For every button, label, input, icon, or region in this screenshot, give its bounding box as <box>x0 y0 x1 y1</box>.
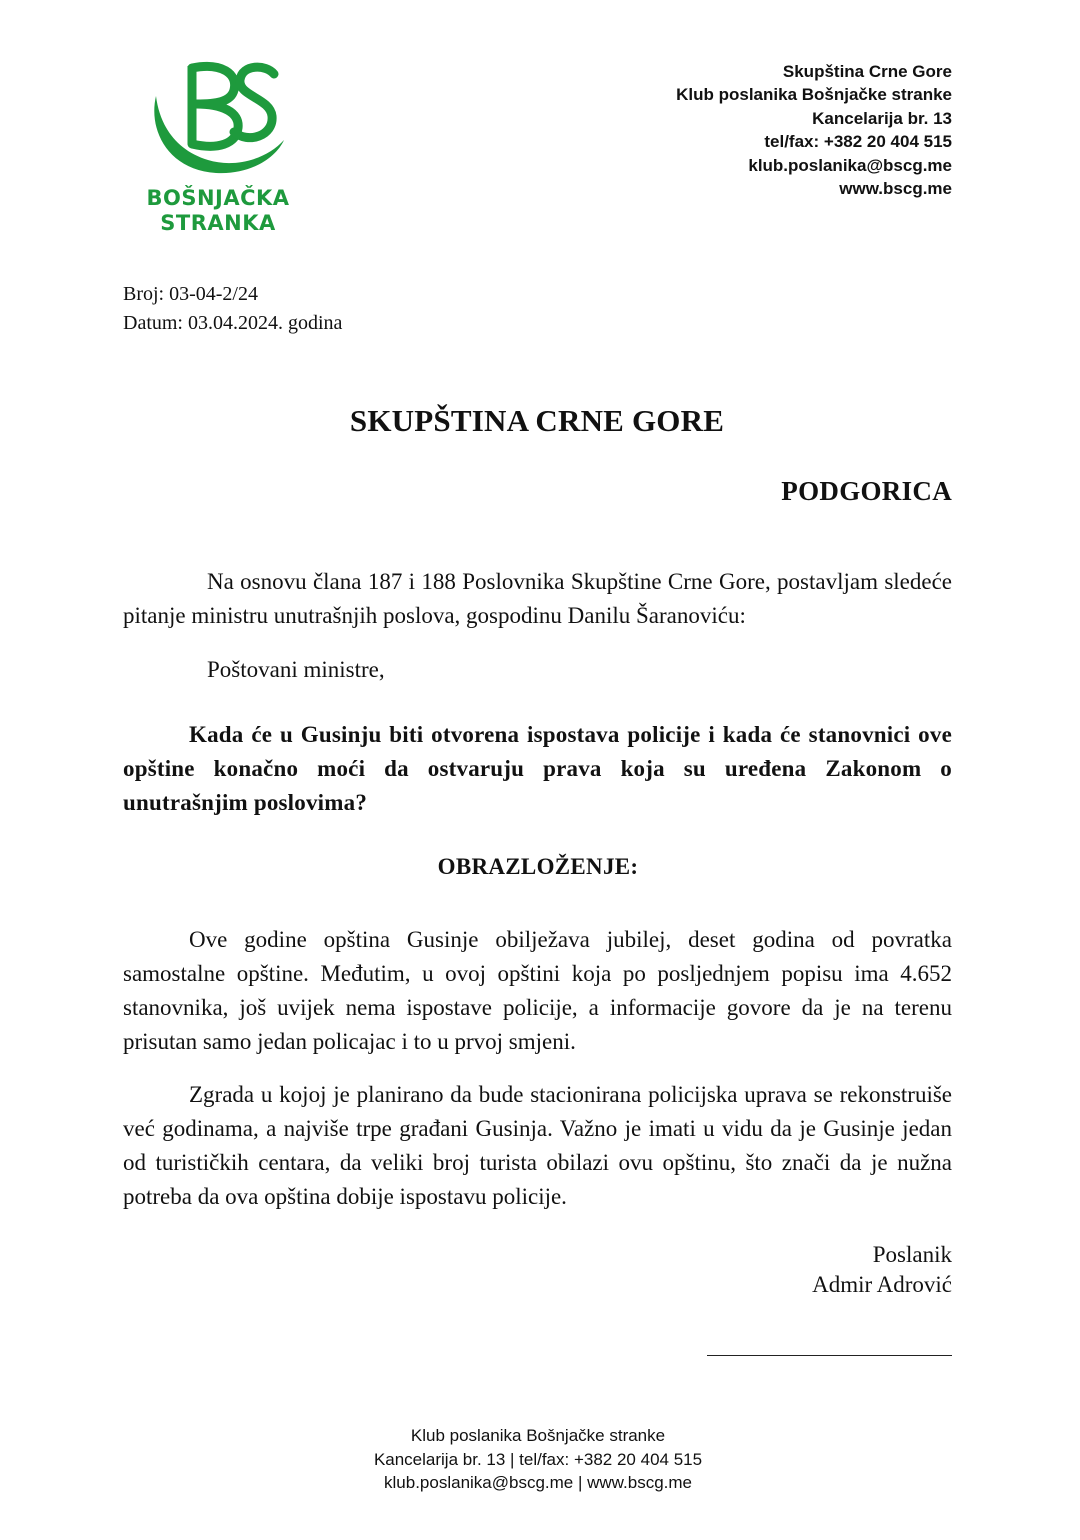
contact-club: Klub poslanika Bošnjačke stranke <box>676 85 952 105</box>
party-logo <box>138 52 298 242</box>
contact-phone: tel/fax: +382 20 404 515 <box>764 132 952 152</box>
contact-office: Kancelarija br. 13 <box>812 108 952 128</box>
footer-email-website: klub.poslanika@bscg.me | www.bscg.me <box>384 1473 692 1492</box>
logo-line-2: STRANKA <box>160 211 276 235</box>
document-number: Broj: 03-04-2/24 <box>123 283 258 305</box>
footer-office-phone: Kancelarija br. 13 | tel/fax: +382 20 404 515 <box>373 1449 703 1469</box>
explanation-paragraph-1: Ove godine opština Gusinje obilježava jubilej, deset godina od povratka samostalne opštine. Međutim, u ovoj opštini koja po posljednjem popisu ima 4.652 stanovnika, još uvijek nema ispostave policije, a informacije govore da je na terenu prisutan samo jedan policajac i to u prvoj smjeni. <box>123 927 952 1054</box>
explanation-paragraph-2: Zgrada u kojoj je planirano da bude stacionirana policijska uprava se rekonstruiše već godinama, a najviše trpe građani Gusinja. Važno je imati u vidu da je Gusinje jedan od turističkih centara, da veliki broj turista obilazi ovu opštinu, što znači da je nužna potreba da ova opština dobije ispostavu policije. <box>123 1082 952 1209</box>
signature-role: Poslanik <box>872 1242 952 1267</box>
footer <box>0 1424 1076 1495</box>
logo-line-1: BOŠNJAČKA <box>146 186 290 210</box>
signature-line <box>707 1355 952 1356</box>
intro-paragraph: Na osnovu člana 187 i 188 Poslovnika Skupštine Crne Gore, postavljam sledeće pitanje ministru unutrašnjih poslova, gospodinu Danilu Šaranoviću: <box>123 569 952 628</box>
recipient-city: PODGORICA <box>781 476 952 506</box>
explanation-title: OBRAZLOŽENJE: <box>437 854 639 879</box>
question-paragraph: Kada će u Gusinju biti otvorena ispostava policije i kada će stanovnici ove opštine konačno moći da ostvaruju prava koja su uređena Zakonom o unutrašnjim poslovima? <box>123 722 952 815</box>
document-meta <box>123 280 342 338</box>
contact-website: www.bscg.me <box>839 179 952 199</box>
header-contact <box>676 60 952 200</box>
signature-name: Admir Adrović <box>812 1272 952 1297</box>
signature-block <box>812 1240 952 1300</box>
footer-club: Klub poslanika Bošnjačke stranke <box>410 1426 666 1445</box>
bs-monogram-icon <box>138 52 298 184</box>
recipient-heading: SKUPŠTINA CRNE GORE <box>349 403 725 438</box>
logo-wordmark <box>138 186 298 236</box>
contact-email: klub.poslanika@bscg.me <box>748 155 952 175</box>
contact-institution: Skupština Crne Gore <box>782 62 952 81</box>
greeting: Poštovani ministre, <box>207 657 385 682</box>
document-date: Datum: 03.04.2024. godina <box>123 312 343 334</box>
